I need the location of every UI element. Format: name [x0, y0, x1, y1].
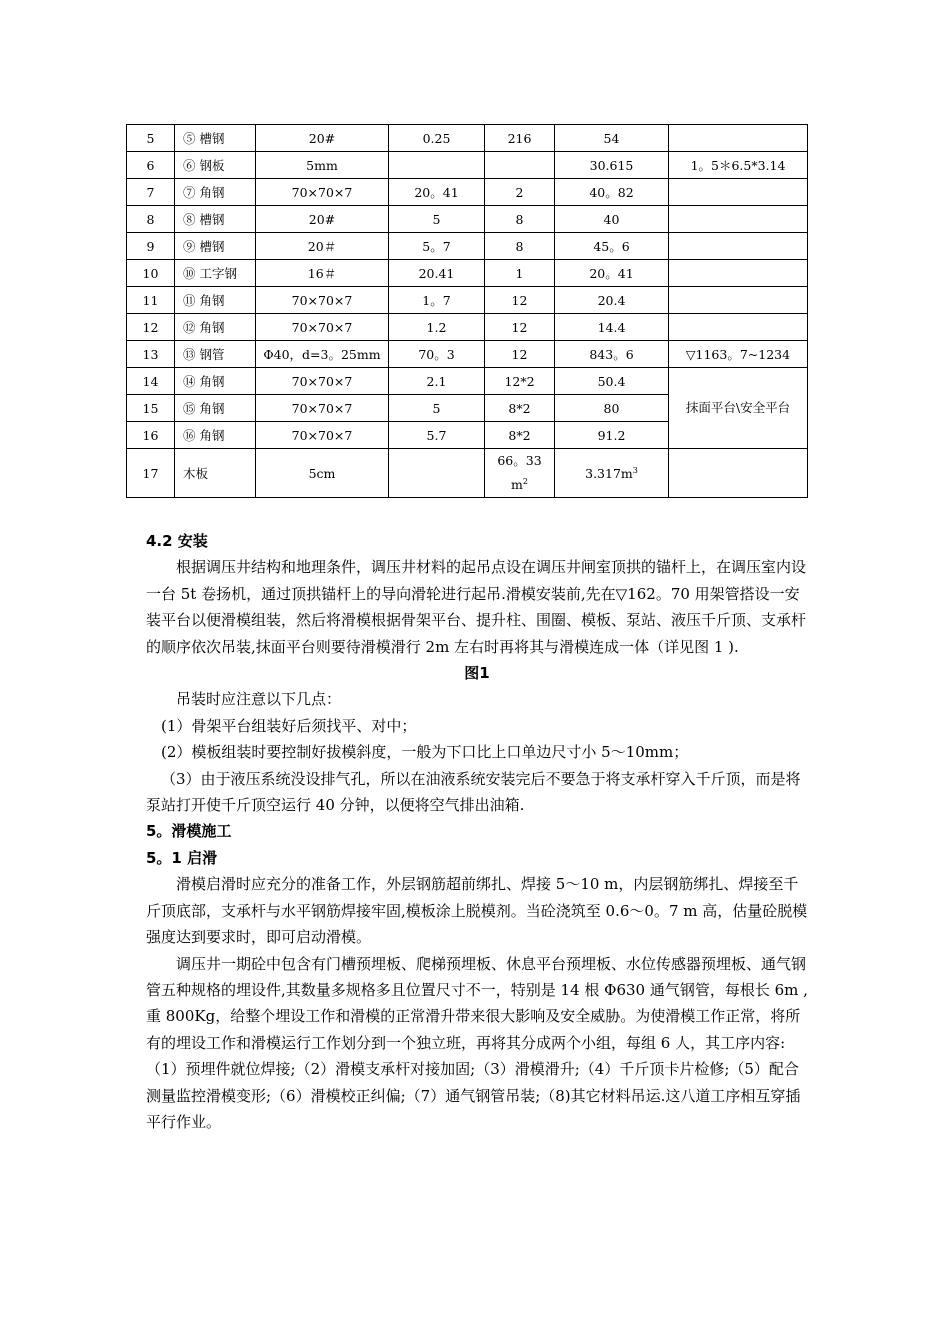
- cell-no: 7: [127, 179, 175, 206]
- material-table: [126, 124, 808, 498]
- cell-no: 13: [127, 341, 175, 368]
- cell-qty-value: 66。33: [497, 453, 542, 468]
- cell-note: [669, 233, 808, 260]
- cell-total: 30.615: [555, 152, 669, 179]
- cell-unit-weight: 5: [389, 206, 485, 233]
- cell-no: 12: [127, 314, 175, 341]
- list-item-2: (2）模板组装时要控制好拔模斜度，一般为下口比上口单边尺寸小 5～10mm；: [161, 743, 689, 762]
- cell-qty: 8: [485, 206, 555, 233]
- cell-name: ⑫ 角钢: [175, 314, 256, 341]
- cell-unit-weight: 0.25: [389, 125, 485, 152]
- cell-no: 16: [127, 422, 175, 449]
- figure-caption: 图1: [464, 664, 490, 683]
- cell-qty: 12: [485, 341, 555, 368]
- cell-name: ⑮ 角钢: [175, 395, 256, 422]
- cell-name: ⑪ 角钢: [175, 287, 256, 314]
- section-heading-4-2: 4.2 安装: [146, 532, 208, 550]
- cell-qty: 8: [485, 233, 555, 260]
- cell-no: 8: [127, 206, 175, 233]
- cell-unit-weight: 5。7: [389, 233, 485, 260]
- table-row: [127, 260, 808, 287]
- cell-unit-weight: 2.1: [389, 368, 485, 395]
- cell-total: 80: [555, 395, 669, 422]
- section-heading-5: 5。滑模施工: [146, 822, 232, 841]
- cell-spec: 70×70×7: [256, 179, 389, 206]
- cell-note: ▽1163。7~1234: [669, 341, 808, 368]
- cell-spec: 70×70×7: [256, 422, 389, 449]
- cell-qty: 2: [485, 179, 555, 206]
- cell-name: ⑯ 角钢: [175, 422, 256, 449]
- cell-no: 9: [127, 233, 175, 260]
- cell-qty-unit: m: [511, 477, 523, 492]
- cell-note: [669, 179, 808, 206]
- cell-spec: 5cm: [256, 449, 389, 498]
- cell-note: 1。5＊6.5*3.14: [669, 152, 808, 179]
- table-row: [127, 152, 808, 179]
- cell-name: ⑬ 钢管: [175, 341, 256, 368]
- cell-name: ⑦ 角钢: [175, 179, 256, 206]
- cell-total: 20。41: [555, 260, 669, 287]
- cell-note: [669, 314, 808, 341]
- cell-unit-weight: 20.41: [389, 260, 485, 287]
- cell-total: 91.2: [555, 422, 669, 449]
- cell-qty: [485, 152, 555, 179]
- cell-name: ⑨ 槽钢: [175, 233, 256, 260]
- cell-unit-weight: [389, 152, 485, 179]
- table-row: [127, 233, 808, 260]
- cell-note: [669, 449, 808, 498]
- paragraph-start-sliding: 滑模启滑时应充分的准备工作，外层钢筋超前绑扎、焊接 5～10 m，内层钢筋绑扎、焊接至千斤顶底部，支承杆与水平钢筋焊接牢固,模板涂上脱模剂。当砼浇筑至 0.6～0。7 m 高，估量砼脱模强度达到要求时，即可启动滑模。: [146, 875, 808, 947]
- cell-spec: 16＃: [256, 260, 389, 287]
- list-item-3: （3）由于液压系统没设排气孔，所以在油液系统安装完后不要急于将支承杆穿入千斤顶，而是将泵站打开使千斤顶空运行 40 分钟，以便将空气排出油箱.: [146, 769, 801, 815]
- table-row: [127, 368, 808, 395]
- cell-spec: 70×70×7: [256, 287, 389, 314]
- cell-spec: 70×70×7: [256, 368, 389, 395]
- cell-spec: 20#: [256, 206, 389, 233]
- cell-qty: 216: [485, 125, 555, 152]
- cell-qty: [485, 449, 555, 498]
- cell-qty: 12*2: [485, 368, 555, 395]
- cell-qty: 12: [485, 287, 555, 314]
- material-table-body: [127, 125, 808, 498]
- cell-unit-weight: [389, 449, 485, 498]
- table-row: [127, 287, 808, 314]
- cell-name: 木板: [175, 449, 256, 498]
- table-row: [127, 449, 808, 498]
- cell-spec: 20＃: [256, 233, 389, 260]
- cell-total: 40: [555, 206, 669, 233]
- cell-unit-weight: 5.7: [389, 422, 485, 449]
- cell-total-value: 3.317m: [585, 465, 633, 481]
- cell-unit-weight: 1.2: [389, 314, 485, 341]
- cell-name: ⑥ 钢板: [175, 152, 256, 179]
- cell-total: 843。6: [555, 341, 669, 368]
- cell-total-sup: 3: [632, 465, 638, 475]
- cell-total: [555, 449, 669, 498]
- cell-unit-weight: 1。7: [389, 287, 485, 314]
- cell-no: 15: [127, 395, 175, 422]
- cell-spec: 20#: [256, 125, 389, 152]
- cell-name: ⑭ 角钢: [175, 368, 256, 395]
- cell-note: [669, 287, 808, 314]
- cell-note-merged: 抹面平台\安全平台: [669, 368, 808, 449]
- cell-spec: Φ40，d=3。25mm: [256, 341, 389, 368]
- cell-qty: 8*2: [485, 395, 555, 422]
- cell-qty: 8*2: [485, 422, 555, 449]
- cell-spec: 70×70×7: [256, 314, 389, 341]
- cell-no: 14: [127, 368, 175, 395]
- cell-note: [669, 206, 808, 233]
- cell-qty: 12: [485, 314, 555, 341]
- cell-total: 40。82: [555, 179, 669, 206]
- cell-total: 45。6: [555, 233, 669, 260]
- cell-spec: 5mm: [256, 152, 389, 179]
- cell-no: 11: [127, 287, 175, 314]
- table-row: [127, 341, 808, 368]
- cell-unit-weight: 70。3: [389, 341, 485, 368]
- cell-no: 5: [127, 125, 175, 152]
- cell-name: ⑧ 槽钢: [175, 206, 256, 233]
- table-row: [127, 179, 808, 206]
- section-heading-5-1: 5。1 启滑: [146, 848, 218, 867]
- table-row: [127, 125, 808, 152]
- cell-total: 20.4: [555, 287, 669, 314]
- document-body: [146, 528, 808, 1135]
- table-row: [127, 206, 808, 233]
- list-item-1: (1）骨架平台组装好后须找平、对中；: [161, 716, 417, 735]
- cell-qty: 1: [485, 260, 555, 287]
- table-row: [127, 314, 808, 341]
- paragraph-embedded-parts: 调压井一期砼中包含有门槽预埋板、爬梯预埋板、休息平台预埋板、水位传感器预埋板、通气钢管五种规格的埋设件,其数量多规格多且位置尺寸不一，特别是 14 根 Φ630 通气钢管，每根长 6m ,重 800Kg，给整个埋设工作和滑模的正常滑升带来很大影响及安全威胁。为使滑模工作正常，将所有的埋设工作和滑模运行工作划分到一个独立班，再将其分成两个小组，每组 6 人，其工序内容:（1）预埋件就位焊接;（2）滑模支承杆对接加固;（3）滑模滑升;（4）千斤顶卡片检修;（5）配合测量监控滑模变形;（6）滑模校正纠偏;（7）通气钢管吊装;（8)其它材料吊运.这八道工序相互穿插平行作业。: [146, 954, 808, 1131]
- cell-qty-sup: 2: [522, 476, 528, 486]
- cell-total: 54: [555, 125, 669, 152]
- cell-name: ⑩ 工字钢: [175, 260, 256, 287]
- cell-unit-weight: 20。41: [389, 179, 485, 206]
- cell-total: 14.4: [555, 314, 669, 341]
- cell-spec: 70×70×7: [256, 395, 389, 422]
- cell-name: ⑤ 槽钢: [175, 125, 256, 152]
- paragraph-installation: 根据调压井结构和地理条件，调压井材料的起吊点设在调压井闸室顶拱的锚杆上，在调压室内设一台 5t 卷扬机，通过顶拱锚杆上的导向滑轮进行起吊.滑模安装前,先在▽162。70 用架管搭设一安装平台以便滑模组装，然后将滑模根据骨架平台、提升柱、围圈、模板、泵站、液压千斤顶、支承杆的顺序依次吊装,抹面平台则要待滑模滑行 2m 左右时再将其与滑模连成一体（详见图 1 ).: [146, 558, 807, 656]
- cell-unit-weight: 5: [389, 395, 485, 422]
- paragraph-notes-intro: 吊装时应注意以下几点：: [176, 690, 342, 709]
- cell-note: [669, 260, 808, 287]
- cell-note: [669, 125, 808, 152]
- cell-no: 6: [127, 152, 175, 179]
- cell-no: 10: [127, 260, 175, 287]
- cell-total: 50.4: [555, 368, 669, 395]
- cell-no: 17: [127, 449, 175, 498]
